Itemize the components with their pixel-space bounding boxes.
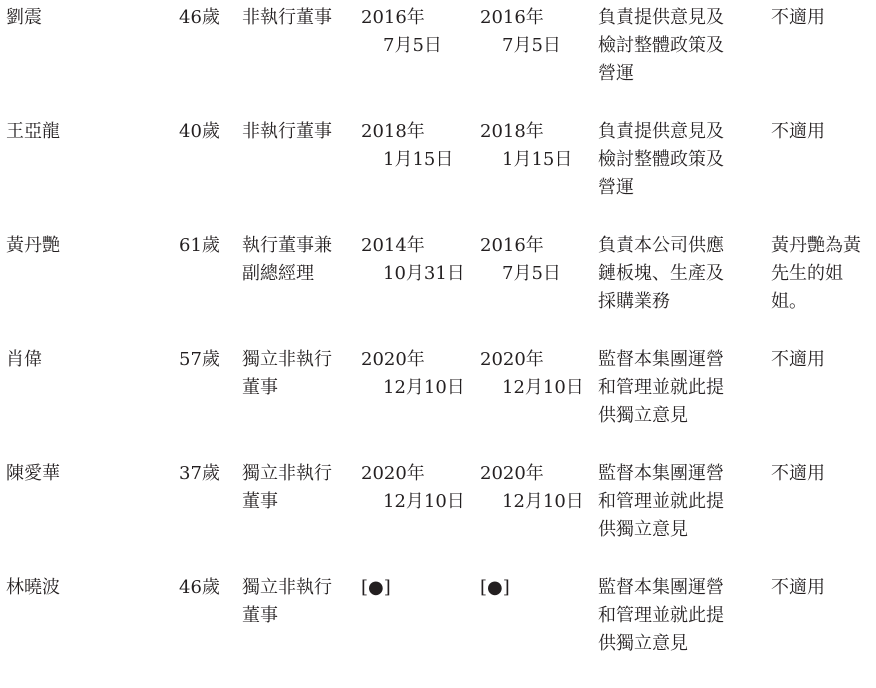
appointment-year: 2014年 — [361, 235, 425, 256]
responsibilities-line: 供獨立意見 — [598, 633, 688, 654]
responsibilities-line: 負責本公司供應 — [598, 235, 724, 256]
appointment-year: 2020年 — [361, 463, 425, 484]
appointment-day: 7月5日 — [383, 35, 442, 56]
relationship-line: 不適用 — [771, 121, 825, 142]
table-row — [0, 346, 876, 460]
joined-day: 1月15日 — [502, 149, 573, 170]
appointment-day: 1月15日 — [383, 149, 454, 170]
appointment-date — [361, 118, 453, 174]
joined-year: 2018年 — [480, 121, 544, 142]
director-position — [242, 4, 332, 32]
joined-day: 12月10日 — [502, 491, 584, 512]
responsibilities-line: 監督本集團運營 — [598, 349, 724, 370]
appointment-day: 10月31日 — [383, 263, 465, 284]
director-name: 劉震 — [6, 7, 42, 28]
responsibilities-line: 供獨立意見 — [598, 519, 688, 540]
responsibilities-line: 供獨立意見 — [598, 405, 688, 426]
position-line: 獨立非執行 — [242, 349, 332, 370]
table-row — [0, 118, 876, 232]
director-age: 57歲 — [179, 349, 220, 370]
position-line: 副總經理 — [242, 263, 314, 284]
position-line: 執行董事兼 — [242, 235, 332, 256]
responsibilities-line: 負責提供意見及 — [598, 7, 724, 28]
appointment-date — [361, 460, 465, 516]
relationship-line: 不適用 — [771, 349, 825, 370]
joined-date — [480, 118, 572, 174]
joined-placeholder: [●] — [480, 577, 510, 598]
relationship-line: 黃丹艷為黃 — [771, 235, 861, 256]
joined-year: 2016年 — [480, 235, 544, 256]
joined-date — [480, 4, 561, 60]
responsibilities-line: 和管理並就此提 — [598, 491, 724, 512]
joined-date — [480, 346, 584, 402]
relationship — [771, 460, 825, 488]
director-name: 黃丹艷 — [6, 235, 60, 256]
appointment-placeholder: [●] — [361, 577, 391, 598]
responsibilities-line: 營運 — [598, 177, 634, 198]
director-age: 46歲 — [179, 577, 220, 598]
joined-day: 12月10日 — [502, 377, 584, 398]
joined-day: 7月5日 — [502, 263, 561, 284]
responsibilities — [598, 232, 724, 316]
responsibilities-line: 和管理並就此提 — [598, 605, 724, 626]
director-age: 40歲 — [179, 121, 220, 142]
appointment-day: 12月10日 — [383, 491, 465, 512]
director-name: 肖偉 — [6, 349, 42, 370]
appointment-date — [361, 4, 442, 60]
responsibilities-line: 監督本集團運營 — [598, 577, 724, 598]
director-position — [242, 460, 332, 516]
appointment-year: 2016年 — [361, 7, 425, 28]
relationship-line: 先生的姐 — [771, 263, 843, 284]
director-position — [242, 118, 332, 146]
joined-date — [480, 232, 561, 288]
appointment-year: 2018年 — [361, 121, 425, 142]
responsibilities — [598, 4, 724, 88]
director-position — [242, 574, 332, 630]
joined-year: 2020年 — [480, 463, 544, 484]
responsibilities — [598, 118, 724, 202]
joined-date — [480, 574, 510, 602]
joined-year: 2016年 — [480, 7, 544, 28]
responsibilities-line: 監督本集團運營 — [598, 463, 724, 484]
director-age: 61歲 — [179, 235, 220, 256]
position-line: 董事 — [242, 377, 278, 398]
director-name: 陳愛華 — [6, 463, 60, 484]
relationship-line: 姐。 — [771, 291, 807, 312]
appointment-date — [361, 346, 465, 402]
position-line: 非執行董事 — [242, 121, 332, 142]
responsibilities — [598, 460, 724, 544]
table-row — [0, 574, 876, 688]
responsibilities — [598, 346, 724, 430]
relationship — [771, 232, 861, 316]
responsibilities-line: 營運 — [598, 63, 634, 84]
director-position — [242, 232, 332, 288]
director-name: 林曉波 — [6, 577, 60, 598]
position-line: 非執行董事 — [242, 7, 332, 28]
joined-day: 7月5日 — [502, 35, 561, 56]
relationship — [771, 574, 825, 602]
table-row — [0, 460, 876, 574]
relationship — [771, 118, 825, 146]
responsibilities-line: 和管理並就此提 — [598, 377, 724, 398]
director-position — [242, 346, 332, 402]
joined-year: 2020年 — [480, 349, 544, 370]
responsibilities-line: 採購業務 — [598, 291, 670, 312]
position-line: 獨立非執行 — [242, 463, 332, 484]
director-name: 王亞龍 — [6, 121, 60, 142]
director-age: 37歲 — [179, 463, 220, 484]
position-line: 獨立非執行 — [242, 577, 332, 598]
relationship-line: 不適用 — [771, 463, 825, 484]
appointment-day: 12月10日 — [383, 377, 465, 398]
responsibilities-line: 鏈板塊、生產及 — [598, 263, 724, 284]
relationship — [771, 4, 825, 32]
table-row — [0, 232, 876, 346]
appointment-date — [361, 232, 465, 288]
responsibilities-line: 檢討整體政策及 — [598, 35, 724, 56]
director-age: 46歲 — [179, 7, 220, 28]
position-line: 董事 — [242, 605, 278, 626]
relationship — [771, 346, 825, 374]
appointment-date — [361, 574, 391, 602]
position-line: 董事 — [242, 491, 278, 512]
relationship-line: 不適用 — [771, 577, 825, 598]
responsibilities — [598, 574, 724, 658]
table-row — [0, 4, 876, 118]
appointment-year: 2020年 — [361, 349, 425, 370]
responsibilities-line: 檢討整體政策及 — [598, 149, 724, 170]
joined-date — [480, 460, 584, 516]
relationship-line: 不適用 — [771, 7, 825, 28]
responsibilities-line: 負責提供意見及 — [598, 121, 724, 142]
